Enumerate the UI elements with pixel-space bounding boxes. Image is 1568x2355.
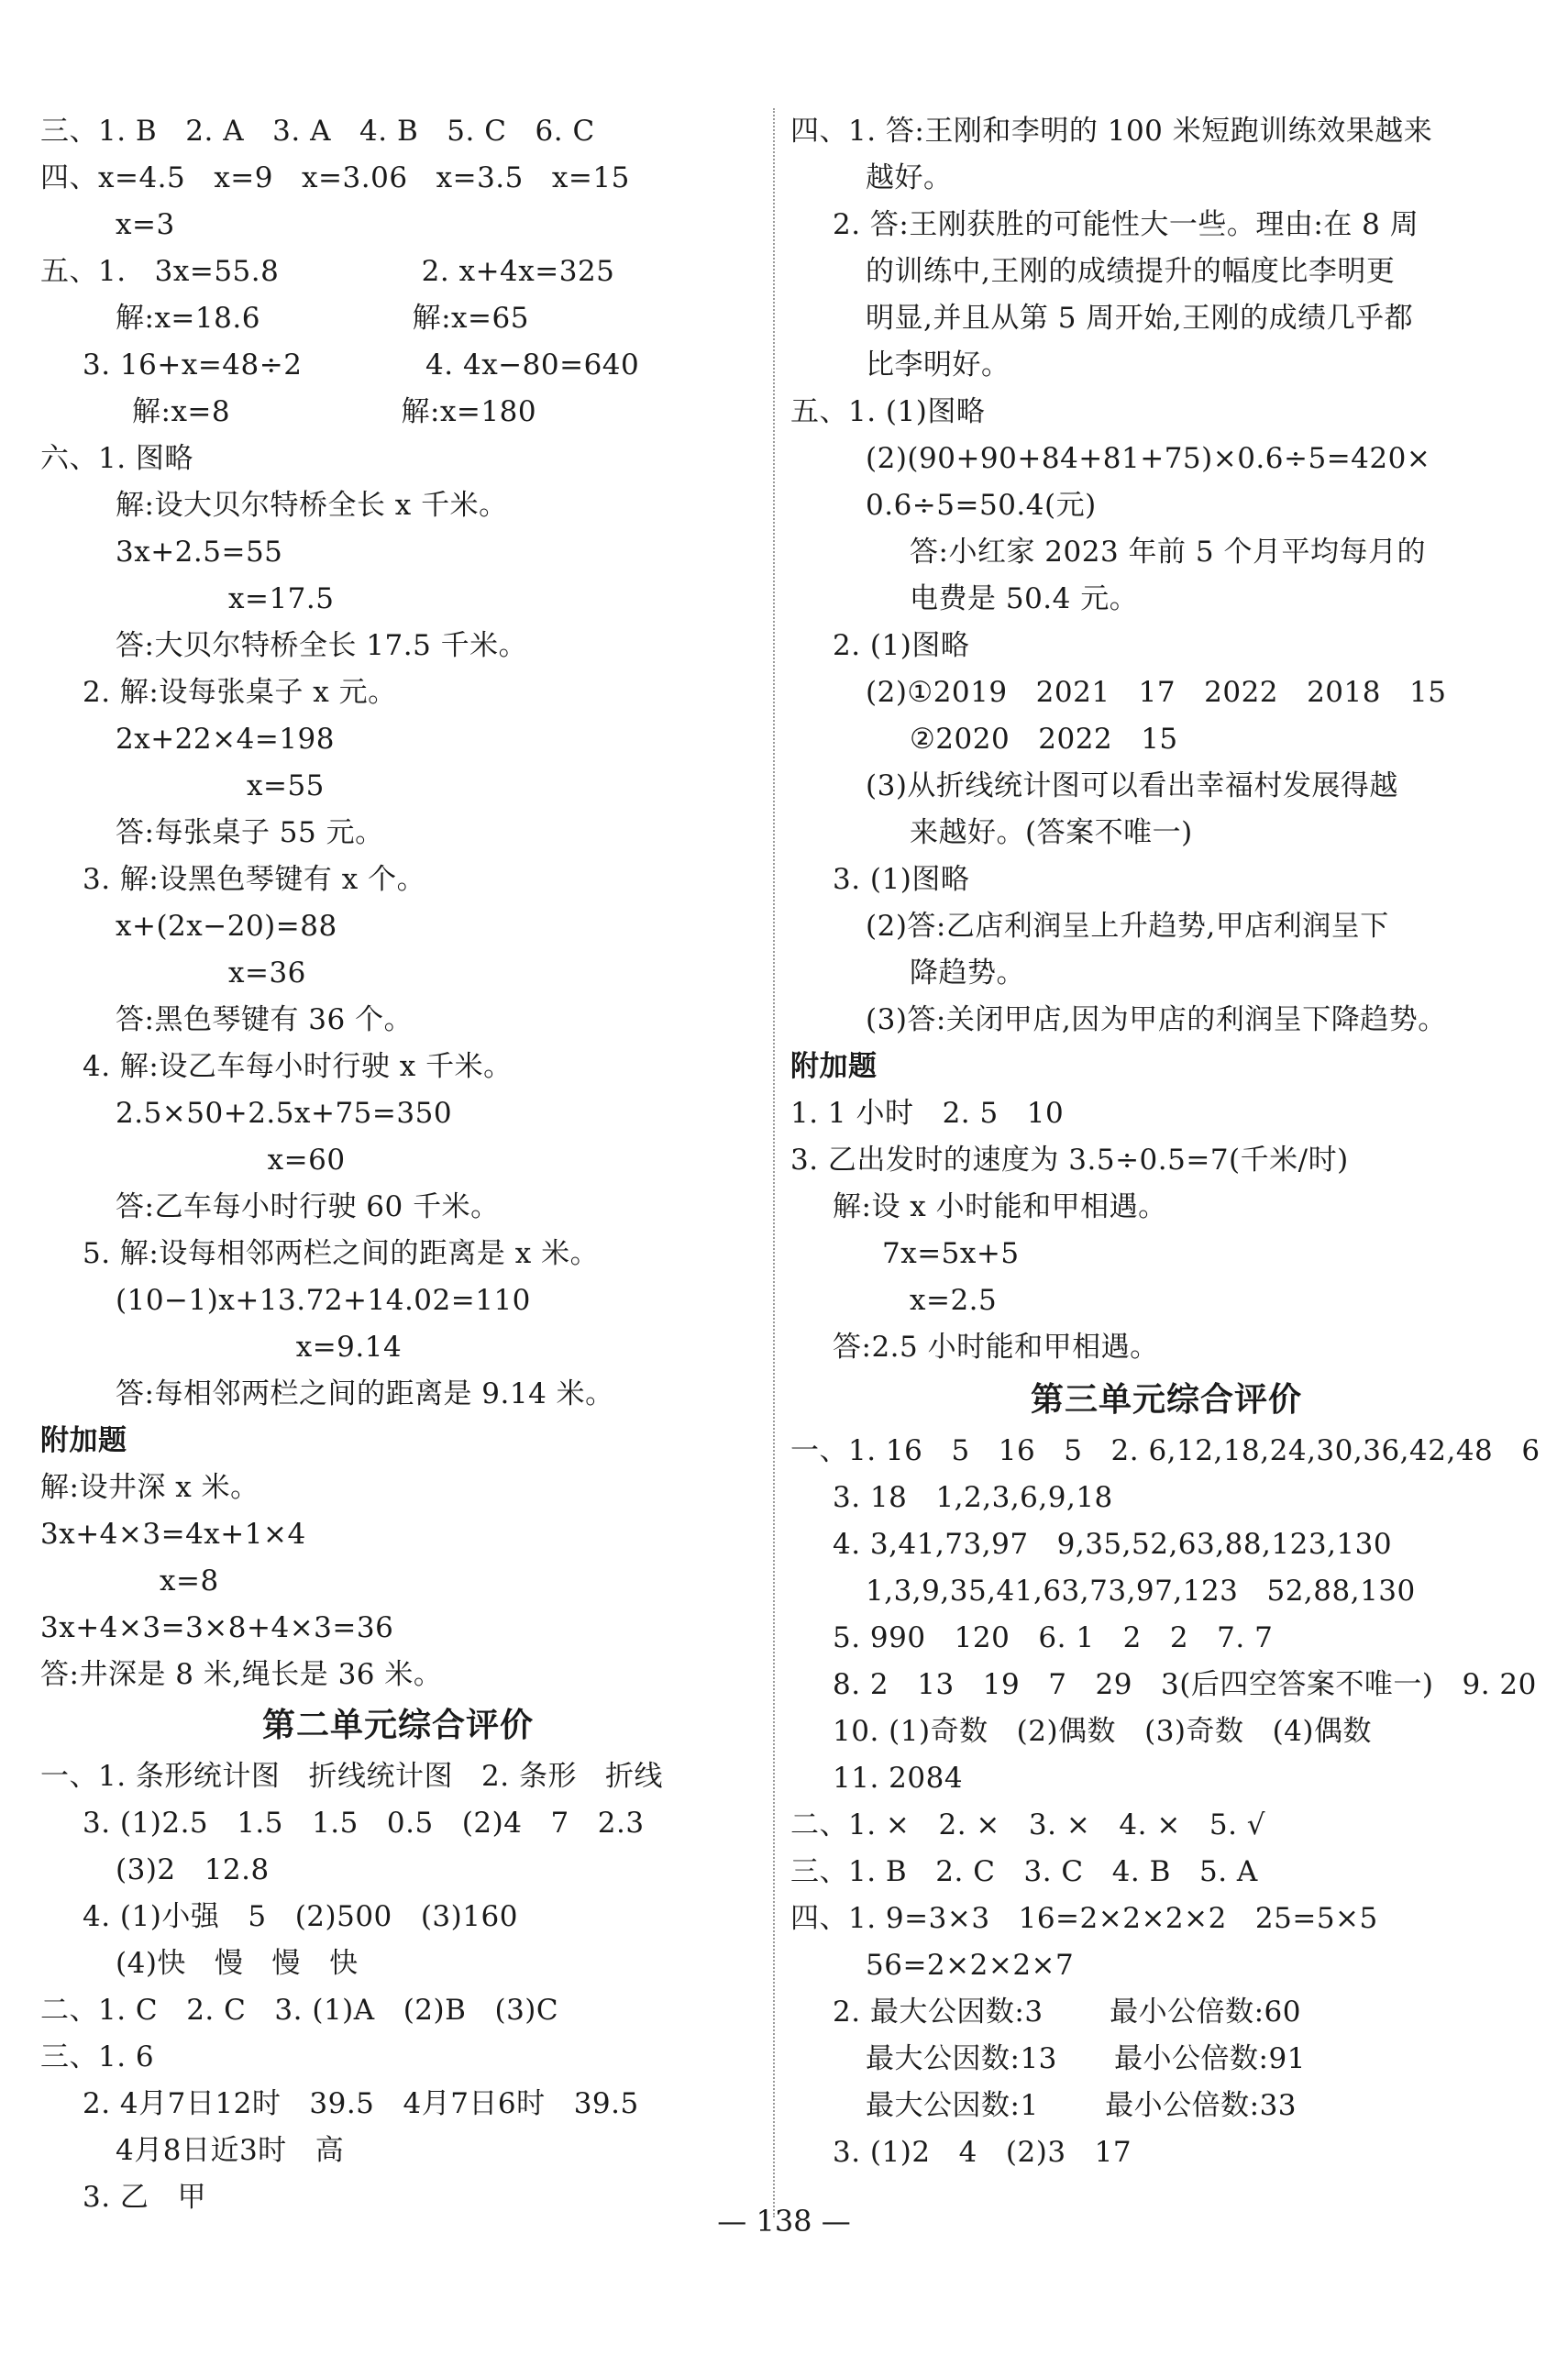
answer-line: 1. 1 小时 2. 5 10 <box>790 1097 1065 1130</box>
answer-line: 来越好。(答案不唯一) <box>910 816 1193 849</box>
answer-line: 3. (1)2.5 1.5 1.5 0.5 (2)4 7 2.3 <box>83 1807 645 1840</box>
answer-line: 2x+22×4=198 <box>116 723 335 756</box>
answer-line: 3x+4×3=3×8+4×3=36 <box>40 1611 394 1644</box>
answer-line: 5. 990 120 6. 1 2 2 7. 7 <box>833 1621 1274 1654</box>
answer-line: 8. 2 13 19 7 29 3(后四空答案不唯一) 9. 20 <box>833 1668 1537 1701</box>
column-divider <box>773 108 775 2217</box>
answer-line: 2.5×50+2.5x+75=350 <box>116 1097 453 1130</box>
answer-line: 10. (1)奇数 (2)偶数 (3)奇数 (4)偶数 <box>833 1715 1372 1748</box>
answer-line: 2. 答:王刚获胜的可能性大一些。理由:在 8 周 <box>833 208 1419 241</box>
answer-line: 解:设 x 小时能和甲相遇。 <box>833 1190 1167 1223</box>
answer-line: x=9.14 <box>116 1331 403 1364</box>
answer-line: 3. (1)2 4 (2)3 17 <box>833 2136 1132 2169</box>
answer-line: x=17.5 <box>228 582 335 615</box>
answer-line: 三、1. B 2. C 3. C 4. B 5. A <box>790 1855 1258 1888</box>
answer-line: 7x=5x+5 <box>882 1237 1020 1270</box>
answer-line: (3)答:关闭甲店,因为甲店的利润呈下降趋势。 <box>866 1003 1447 1036</box>
answer-line: 答:小红家 2023 年前 5 个月平均每月的 <box>910 536 1426 569</box>
answer-line: 3. 16+x=48÷2 4. 4x−80=640 <box>83 348 640 381</box>
answer-line: 3x+2.5=55 <box>116 536 283 569</box>
answer-line: 3. (1)图略 <box>833 863 970 896</box>
answer-line: 四、x=4.5 x=9 x=3.06 x=3.5 x=15 <box>40 161 630 194</box>
answer-line: 明显,并且从第 5 周开始,王刚的成绩几乎都 <box>866 302 1414 335</box>
answer-line: 四、1. 答:王刚和李明的 100 米短跑训练效果越来 <box>790 115 1433 148</box>
answer-line: 4. 3,41,73,97 9,35,52,63,88,123,130 <box>833 1528 1393 1561</box>
answer-line: 解:x=8 解:x=180 <box>132 395 537 428</box>
answer-line: 二、1. C 2. C 3. (1)A (2)B (3)C <box>40 1994 559 2027</box>
answer-line: 3. 18 1,2,3,6,9,18 <box>833 1481 1113 1514</box>
answer-line: 解:设井深 x 米。 <box>40 1471 259 1504</box>
answer-line: 0.6÷5=50.4(元) <box>866 489 1097 522</box>
answer-line: 2. (1)图略 <box>833 629 970 662</box>
answer-line: (2)①2019 2021 17 2022 2018 15 <box>866 676 1447 709</box>
answer-line: 答:每相邻两栏之间的距离是 9.14 米。 <box>116 1377 614 1410</box>
answer-line: x=8 <box>160 1564 219 1598</box>
answer-line: 答:大贝尔特桥全长 17.5 千米。 <box>116 629 528 662</box>
answer-line: x=55 <box>247 769 325 802</box>
answer-line: 答:2.5 小时能和甲相遇。 <box>833 1331 1159 1364</box>
right-column <box>790 108 1542 2176</box>
answer-line: (4)快 慢 慢 快 <box>116 1947 359 1980</box>
answer-line: 答:黑色琴键有 36 个。 <box>116 1003 414 1036</box>
answer-line: 56=2×2×2×7 <box>866 1949 1075 1982</box>
answer-line: 2. 最大公因数:3 最小公倍数:60 <box>833 1996 1301 2029</box>
section-label: 附加题 <box>40 1424 127 1457</box>
answer-line: 11. 2084 <box>833 1762 964 1795</box>
answer-line: 一、1. 16 5 16 5 2. 6,12,18,24,30,36,42,48 6 <box>790 1434 1540 1467</box>
answer-line: 四、1. 9=3×3 16=2×2×2×2 25=5×5 <box>790 1902 1378 1935</box>
answer-line: 3. 乙 甲 <box>83 2181 206 2214</box>
answer-line: 最大公因数:13 最小公倍数:91 <box>866 2042 1306 2075</box>
answer-line: (10−1)x+13.72+14.02=110 <box>116 1284 531 1317</box>
answer-line: 六、1. 图略 <box>40 442 193 475</box>
answer-line: (2)(90+90+84+81+75)×0.6÷5=420× <box>866 442 1431 475</box>
answer-line: 五、1. (1)图略 <box>790 395 986 428</box>
left-column <box>40 108 756 2221</box>
answer-line: 答:每张桌子 55 元。 <box>116 816 384 849</box>
answer-line: ②2020 2022 15 <box>910 723 1178 756</box>
answer-line: 五、1. 3x=55.8 2. x+4x=325 <box>40 255 615 288</box>
answer-line: 2. 4月7日12时 39.5 4月7日6时 39.5 <box>83 2087 639 2120</box>
answer-line: 一、1. 条形统计图 折线统计图 2. 条形 折线 <box>40 1760 664 1793</box>
answer-line: 三、1. 6 <box>40 2040 155 2073</box>
answer-line: 的训练中,王刚的成绩提升的幅度比李明更 <box>866 255 1396 288</box>
answer-line: 比李明好。 <box>866 348 1010 381</box>
unit-heading: 第三单元综合评价 <box>1030 1381 1302 1419</box>
answer-line: 2. 解:设每张桌子 x 元。 <box>83 676 397 709</box>
answer-line: 3x+4×3=4x+1×4 <box>40 1518 306 1551</box>
answer-line: 答:井深是 8 米,绳长是 36 米。 <box>40 1658 443 1691</box>
section-label: 附加题 <box>790 1050 878 1083</box>
answer-line: (3)从折线统计图可以看出幸福村发展得越 <box>866 769 1398 802</box>
answer-line: 三、1. B 2. A 3. A 4. B 5. C 6. C <box>40 115 595 148</box>
answer-line: 降趋势。 <box>910 956 1025 990</box>
answer-line: 答:乙车每小时行驶 60 千米。 <box>116 1190 500 1223</box>
answer-line: 5. 解:设每相邻两栏之间的距离是 x 米。 <box>83 1237 600 1270</box>
answer-line: 4. 解:设乙车每小时行驶 x 千米。 <box>83 1050 513 1083</box>
answer-line: (2)答:乙店利润呈上升趋势,甲店利润呈下 <box>866 910 1389 943</box>
answer-line: 3. 解:设黑色琴键有 x 个。 <box>83 863 426 896</box>
answer-line: 电费是 50.4 元。 <box>910 582 1139 615</box>
answer-line: 二、1. × 2. × 3. × 4. × 5. √ <box>790 1808 1266 1841</box>
answer-line: x+(2x−20)=88 <box>116 910 337 943</box>
answer-line: x=3 <box>116 208 175 241</box>
answer-line: 越好。 <box>866 161 953 194</box>
answer-line: 4月8日近3时 高 <box>116 2134 345 2167</box>
answer-line: 3. 乙出发时的速度为 3.5÷0.5=7(千米/时) <box>790 1144 1349 1177</box>
answer-line: 解:x=18.6 解:x=65 <box>116 302 529 335</box>
answer-line: x=60 <box>116 1144 346 1177</box>
unit-heading: 第二单元综合评价 <box>261 1707 534 1744</box>
answer-line: 4. (1)小强 5 (2)500 (3)160 <box>83 1900 518 1933</box>
answer-line: 1,3,9,35,41,63,73,97,123 52,88,130 <box>866 1575 1416 1608</box>
answer-line: x=2.5 <box>910 1284 998 1317</box>
answer-line: 解:设大贝尔特桥全长 x 千米。 <box>116 489 508 522</box>
page-number: — 138 — <box>717 2204 851 2239</box>
answer-line: (3)2 12.8 <box>116 1853 270 1886</box>
answer-line: 最大公因数:1 最小公倍数:33 <box>866 2089 1297 2122</box>
answer-line: x=36 <box>228 956 306 990</box>
